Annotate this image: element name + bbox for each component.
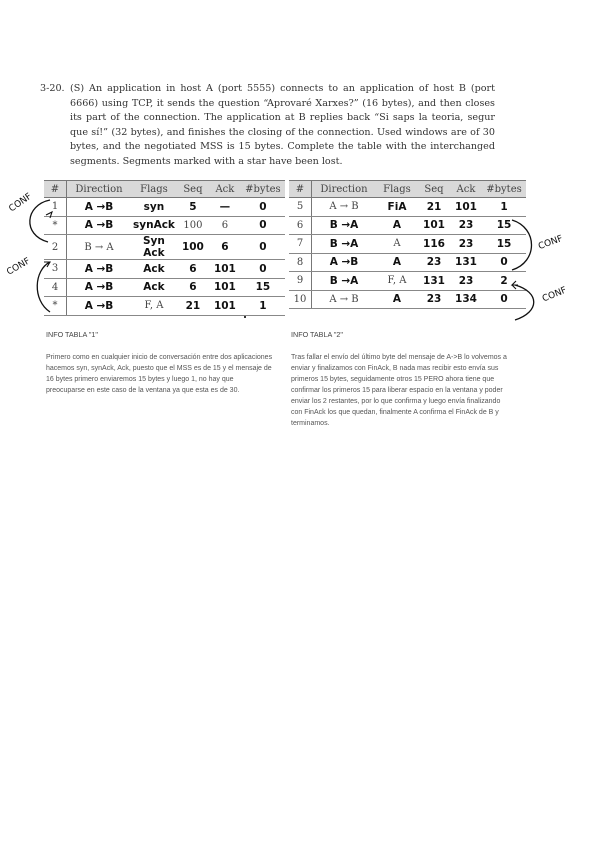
cell-flags: Ack xyxy=(131,260,177,279)
cell-bytes: 0 xyxy=(482,253,526,272)
cell-num: 6 xyxy=(289,216,312,235)
cell-flags: F, A xyxy=(131,297,177,316)
cell-flags: syn xyxy=(131,198,177,217)
problem-number: 3-20. xyxy=(40,83,65,94)
cell-seq: 5 xyxy=(177,198,209,217)
cell-flags: A xyxy=(376,253,418,272)
col-header-ack: Ack xyxy=(450,181,482,198)
arrowhead-right-bottom xyxy=(512,281,518,289)
col-header-seq: Seq xyxy=(418,181,450,198)
cell-bytes: 0 xyxy=(482,290,526,309)
cell-flags: synAck xyxy=(131,216,177,235)
cell-direction: A → B xyxy=(312,290,377,309)
cell-flags: A xyxy=(376,216,418,235)
cell-num: 2 xyxy=(44,235,67,260)
cell-direction: A →B xyxy=(67,216,132,235)
conf-note-bottom-right: CONF xyxy=(541,285,569,305)
cell-flags: Ack xyxy=(131,278,177,297)
col-header-bytes: #bytes xyxy=(482,181,526,198)
cell-num: 9 xyxy=(289,272,312,291)
cell-bytes: 15 xyxy=(241,278,285,297)
cell-seq: 6 xyxy=(177,260,209,279)
cell-num: 10 xyxy=(289,290,312,309)
cell-seq: 6 xyxy=(177,278,209,297)
col-header-ack: Ack xyxy=(209,181,241,198)
cell-num: 5 xyxy=(289,198,312,217)
col-header-flags: Flags xyxy=(131,181,177,198)
cell-bytes: 15 xyxy=(482,216,526,235)
cell-flags: A xyxy=(376,235,418,254)
cell-ack: 23 xyxy=(450,272,482,291)
bracket-right-top xyxy=(512,220,532,270)
cell-num: * xyxy=(44,216,67,235)
cell-ack: 134 xyxy=(450,290,482,309)
stray-dot xyxy=(244,316,246,318)
info-table-2-title: INFO TABLA "2" xyxy=(291,330,343,339)
cell-direction: A →B xyxy=(67,198,132,217)
cell-direction: A →B xyxy=(67,278,132,297)
cell-flags: A xyxy=(376,290,418,309)
cell-ack: 23 xyxy=(450,216,482,235)
col-header-direction: Direction xyxy=(312,181,377,198)
cell-ack: 23 xyxy=(450,235,482,254)
cell-direction: A →B xyxy=(67,297,132,316)
conf-note-right: CONF xyxy=(537,233,565,253)
bracket-left-top xyxy=(30,200,50,242)
cell-num: * xyxy=(44,297,67,316)
cell-seq: 101 xyxy=(418,216,450,235)
cell-seq: 21 xyxy=(418,198,450,217)
cell-direction: B → A xyxy=(67,235,132,260)
cell-bytes: 1 xyxy=(241,297,285,316)
col-header-flags: Flags xyxy=(376,181,418,198)
cell-ack: 131 xyxy=(450,253,482,272)
cell-ack: 101 xyxy=(209,260,241,279)
info-table-2-text: Tras fallar el envío del último byte del mensaje de A->B lo volvemos a enviar y finalizamos con FinAck, B nada mas recibir esto envía sus primeros 15 bytes, seguidamente otros 15 PERO ahora tiene que confirmar los primeros 15 para liberar espacio en la ventana y poder enviar los 2 restantes, por lo que confirma y luego envía finalizando con FinAck los que quedan, finalmente A confirma el FinAck de B y terminamos. xyxy=(291,354,507,427)
cell-ack: — xyxy=(209,198,241,217)
col-header-num: # xyxy=(44,181,67,198)
cell-direction: B →A xyxy=(312,272,377,291)
cell-flags: Syn Ack xyxy=(131,235,177,260)
cell-seq: 21 xyxy=(177,297,209,316)
col-header-seq: Seq xyxy=(177,181,209,198)
cell-seq: 23 xyxy=(418,253,450,272)
col-header-num: # xyxy=(289,181,312,198)
cell-seq: 23 xyxy=(418,290,450,309)
bracket-left-bottom xyxy=(37,262,50,312)
cell-num: 7 xyxy=(289,235,312,254)
cell-bytes: 1 xyxy=(482,198,526,217)
bracket-right-bottom xyxy=(515,285,534,320)
cell-ack: 101 xyxy=(450,198,482,217)
cell-direction: A →B xyxy=(312,253,377,272)
col-header-direction: Direction xyxy=(67,181,132,198)
cell-flags: FiA xyxy=(376,198,418,217)
cell-ack: 101 xyxy=(209,278,241,297)
cell-direction: A →B xyxy=(67,260,132,279)
cell-num: 3 xyxy=(44,260,67,279)
cell-num: 8 xyxy=(289,253,312,272)
cell-seq: 100 xyxy=(177,216,209,235)
cell-num: 4 xyxy=(44,278,67,297)
problem-text: (S) An application in host A (port 5555) connects to an application of host B (port 6666) using TCP, it sends the question “Aprovaré Xarxes?” (16 bytes), and then closes its part of the connection. The application at B replies back “Si saps la teoria, segur que sí!” (32 bytes), and finishes the closing of the connection. Used windows are of 30 bytes, and the negotiated MSS is 15 bytes. Complete the table with the interchanged segments. Segments marked with a star have been lost. xyxy=(70,83,495,167)
cell-seq: 131 xyxy=(418,272,450,291)
cell-num: 1 xyxy=(44,198,67,217)
conf-note-bottom-left: CONF xyxy=(5,256,33,278)
cell-direction: A → B xyxy=(312,198,377,217)
cell-bytes: 0 xyxy=(241,216,285,235)
cell-bytes: 0 xyxy=(241,198,285,217)
cell-seq: 116 xyxy=(418,235,450,254)
conf-note-top-left: CONF xyxy=(7,191,34,215)
cell-bytes: 15 xyxy=(482,235,526,254)
cell-direction: B →A xyxy=(312,216,377,235)
col-header-bytes: #bytes xyxy=(241,181,285,198)
cell-ack: 6 xyxy=(209,235,241,260)
arrowhead-left-top xyxy=(46,212,52,218)
cell-seq: 100 xyxy=(177,235,209,260)
info-table-1-title: INFO TABLA "1" xyxy=(46,330,98,339)
cell-flags: F, A xyxy=(376,272,418,291)
cell-bytes: 0 xyxy=(241,260,285,279)
cell-direction: B →A xyxy=(312,235,377,254)
cell-ack: 101 xyxy=(209,297,241,316)
info-table-1-text: Primero como en cualquier inicio de conversación entre dos aplicaciones hacemos syn, synAck, Ack, puesto que el MSS es de 15 y el mensaje de 16 bytes primero enviaremos 15 bytes y luego 1, no hay que preocuparse en este caso de la ventana ya que esta es de 30. xyxy=(46,354,273,394)
cell-ack: 6 xyxy=(209,216,241,235)
cell-bytes: 0 xyxy=(241,235,285,260)
cell-bytes: 2 xyxy=(482,272,526,291)
